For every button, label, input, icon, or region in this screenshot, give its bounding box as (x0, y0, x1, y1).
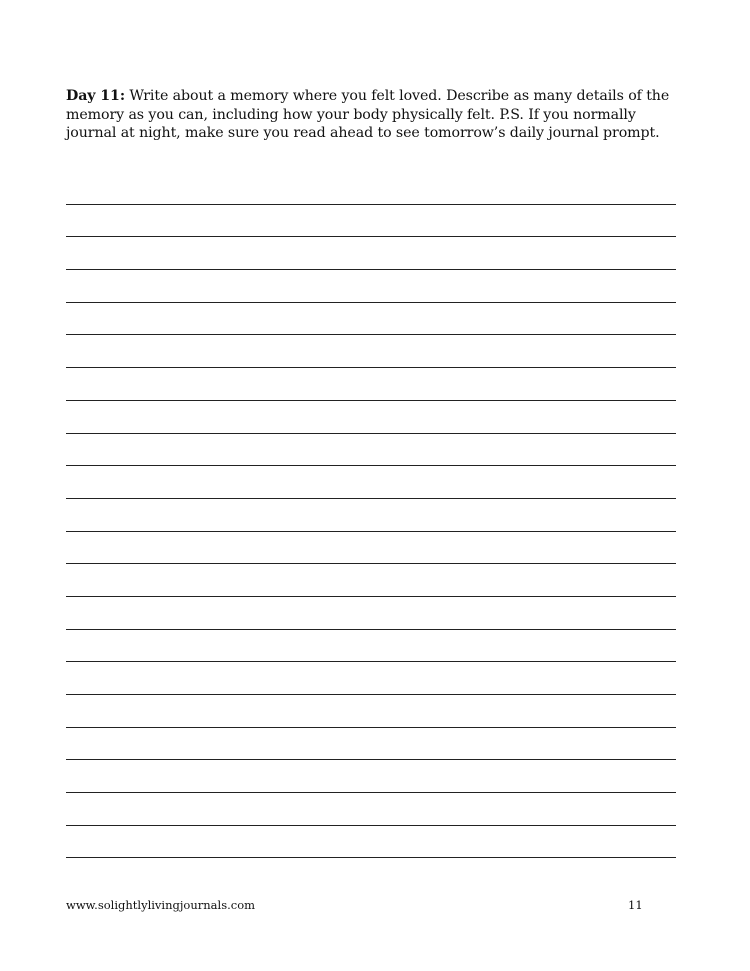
writing-line (66, 760, 676, 793)
writing-line (66, 368, 676, 401)
writing-line (66, 205, 676, 238)
prompt-text: Write about a memory where you felt loved. Describe as many details of the memory as you can, including how your body physically felt. P.S. If you normally journal at night, make sure you read ahead to see tomorrow’s daily journal prompt. (66, 88, 670, 141)
writing-line (66, 532, 676, 565)
writing-lines (66, 172, 676, 858)
writing-line (66, 630, 676, 663)
writing-line (66, 662, 676, 695)
writing-line (66, 237, 676, 270)
writing-line (66, 172, 676, 205)
writing-line (66, 499, 676, 532)
writing-line (66, 434, 676, 467)
writing-line (66, 270, 676, 303)
writing-line (66, 303, 676, 336)
journal-prompt (66, 87, 686, 143)
writing-line (66, 466, 676, 499)
writing-line (66, 826, 676, 859)
writing-line (66, 564, 676, 597)
writing-line (66, 335, 676, 368)
writing-line (66, 597, 676, 630)
writing-line (66, 793, 676, 826)
writing-line (66, 728, 676, 761)
writing-line (66, 401, 676, 434)
writing-line (66, 695, 676, 728)
footer-url: www.solightlylivingjournals.com (66, 898, 256, 912)
page-number: 11 (628, 898, 643, 912)
day-label: Day 11: (66, 88, 125, 104)
